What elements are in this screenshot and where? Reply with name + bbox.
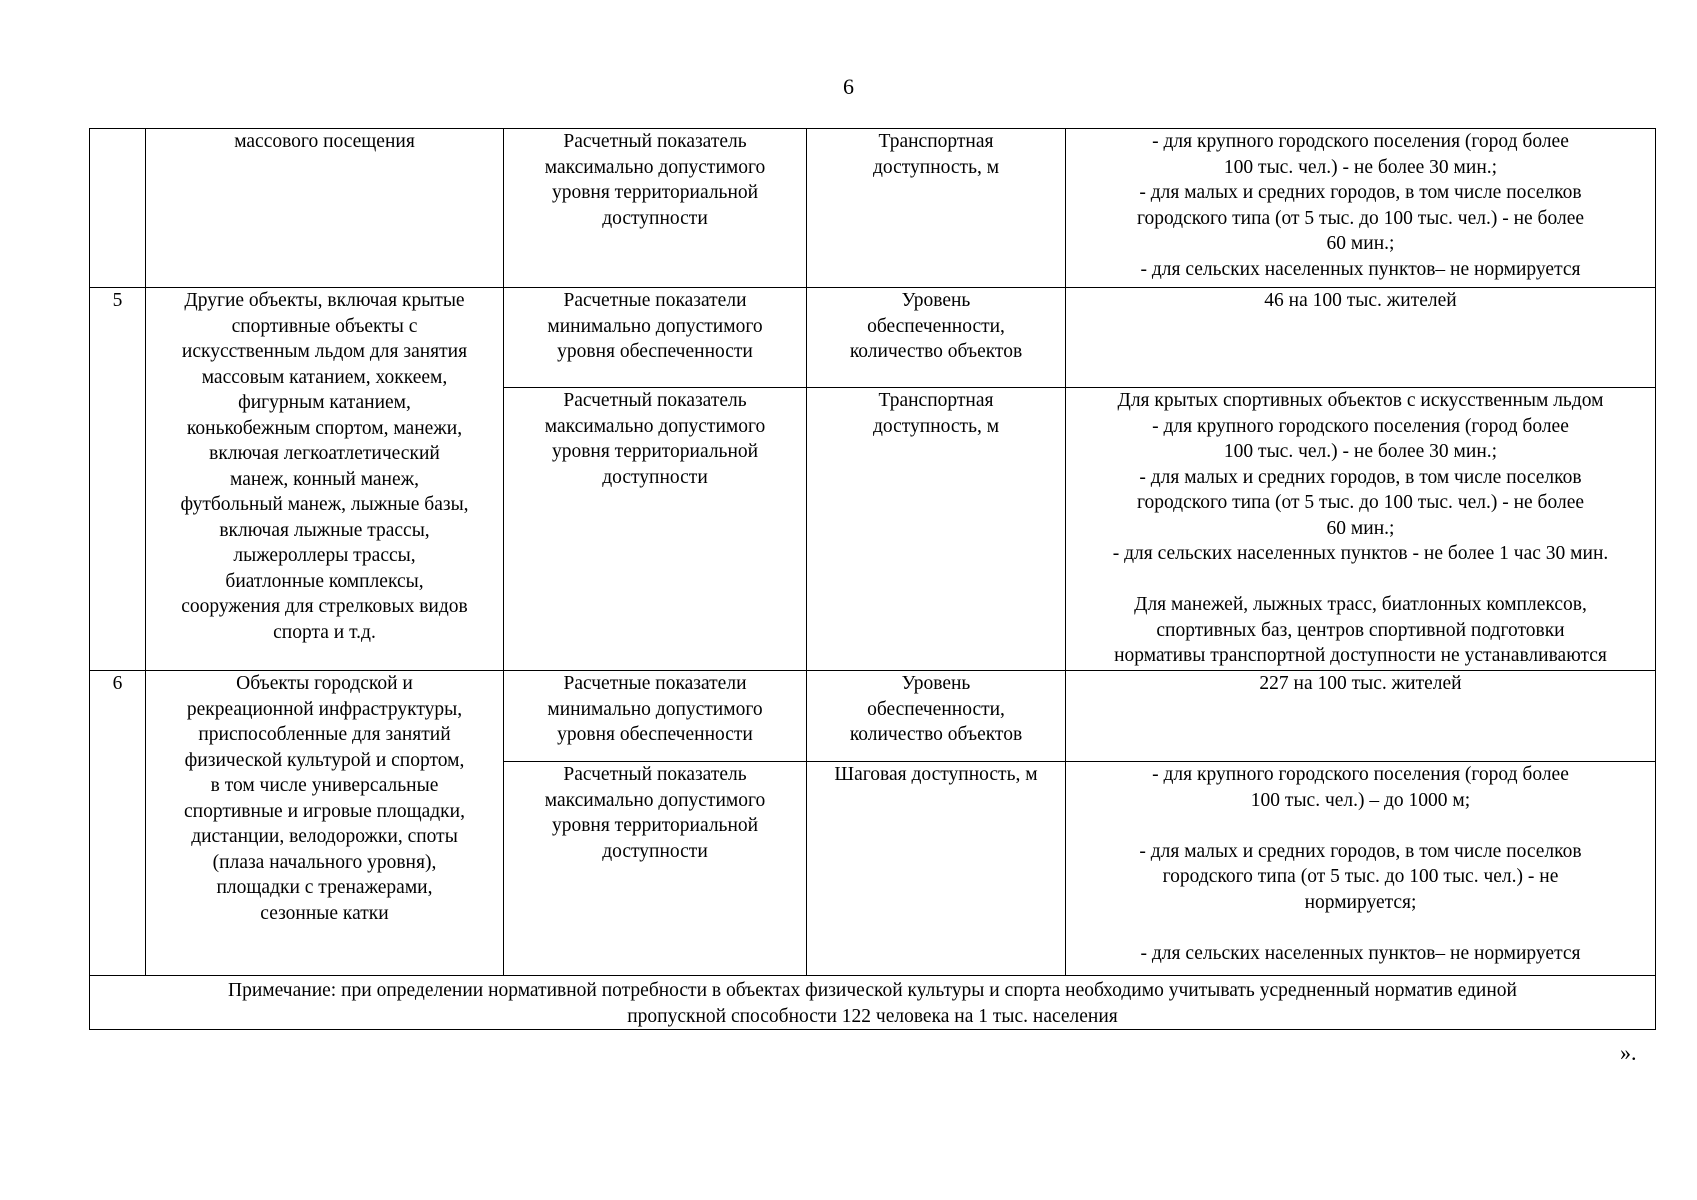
indicator-cell: Расчетный показатель максимально допустимого уровня территориальной доступности [504, 129, 807, 288]
unit-cell: Уровень обеспеченности, количество объектов [807, 288, 1066, 388]
value-cell: 46 на 100 тыс. жителей [1066, 288, 1656, 388]
value-cell: - для крупного городского поселения (город более 100 тыс. чел.) – до 1000 м; - для малых и средних городов, в том числе поселков городского типа (от 5 тыс. до 100 тыс. чел.) - не нормируется; - для сельских населенных пунктов– не нормируется [1066, 762, 1656, 976]
table-note: Примечание: при определении нормативной потребности в объектах физической культуры и спорта необходимо учитывать усредненный норматив единой пропускной способности 122 человека на 1 тыс. населения [90, 976, 1656, 1030]
unit-cell: Транспортная доступность, м [807, 129, 1066, 288]
row-number-cell: 5 [90, 288, 146, 671]
row-number-cell: 6 [90, 671, 146, 976]
table-row [90, 129, 1656, 288]
table-row [90, 976, 1656, 1030]
indicator-cell: Расчетные показатели минимально допустимого уровня обеспеченности [504, 671, 807, 762]
table-row [90, 288, 1656, 388]
value-cell: Для крытых спортивных объектов с искусственным льдом - для крупного городского поселения (город более 100 тыс. чел.) - не более 30 мин.; - для малых и средних городов, в том числе поселков городского типа (от 5 тыс. до 100 тыс. чел.) - не более 60 мин.; - для сельских населенных пунктов - не более 1 час 30 мин. Для манежей, лыжных трасс, биатлонных комплексов, спортивных баз, центров спортивной подготовки нормативы транспортной доступности не устанавливаются [1066, 388, 1656, 671]
indicator-cell: Расчетный показатель максимально допустимого уровня территориальной доступности [504, 762, 807, 976]
page-number: 6 [843, 74, 854, 99]
norms-table [89, 128, 1656, 1030]
closing-quote-mark: ». [1620, 1040, 1637, 1065]
object-name-cell: Объекты городской и рекреационной инфраструктуры, приспособленные для занятий физической культурой и спортом, в том числе универсальные спортивные и игровые площадки, дистанции, велодорожки, споты (плаза начального уровня), площадки с тренажерами, сезонные катки [146, 671, 504, 976]
object-name-cell: Другие объекты, включая крытые спортивные объекты с искусственным льдом для занятия массовым катанием, хоккеем, фигурным катанием, конькобежным спортом, манежи, включая легкоатлетический манеж, конный манеж, футбольный манеж, лыжные базы, включая лыжные трассы, лыжероллеры трассы, биатлонные комплексы, сооружения для стрелковых видов спорта и т.д. [146, 288, 504, 671]
indicator-cell: Расчетный показатель максимально допустимого уровня территориальной доступности [504, 388, 807, 671]
table-row [90, 671, 1656, 762]
indicator-cell: Расчетные показатели минимально допустимого уровня обеспеченности [504, 288, 807, 388]
unit-cell: Шаговая доступность, м [807, 762, 1066, 976]
object-name-cell: массового посещения [146, 129, 504, 288]
value-cell: - для крупного городского поселения (город более 100 тыс. чел.) - не более 30 мин.; - для малых и средних городов, в том числе поселков городского типа (от 5 тыс. до 100 тыс. чел.) - не более 60 мин.; - для сельских населенных пунктов– не нормируется [1066, 129, 1656, 288]
value-cell: 227 на 100 тыс. жителей [1066, 671, 1656, 762]
unit-cell: Транспортная доступность, м [807, 388, 1066, 671]
row-number-cell [90, 129, 146, 288]
unit-cell: Уровень обеспеченности, количество объектов [807, 671, 1066, 762]
